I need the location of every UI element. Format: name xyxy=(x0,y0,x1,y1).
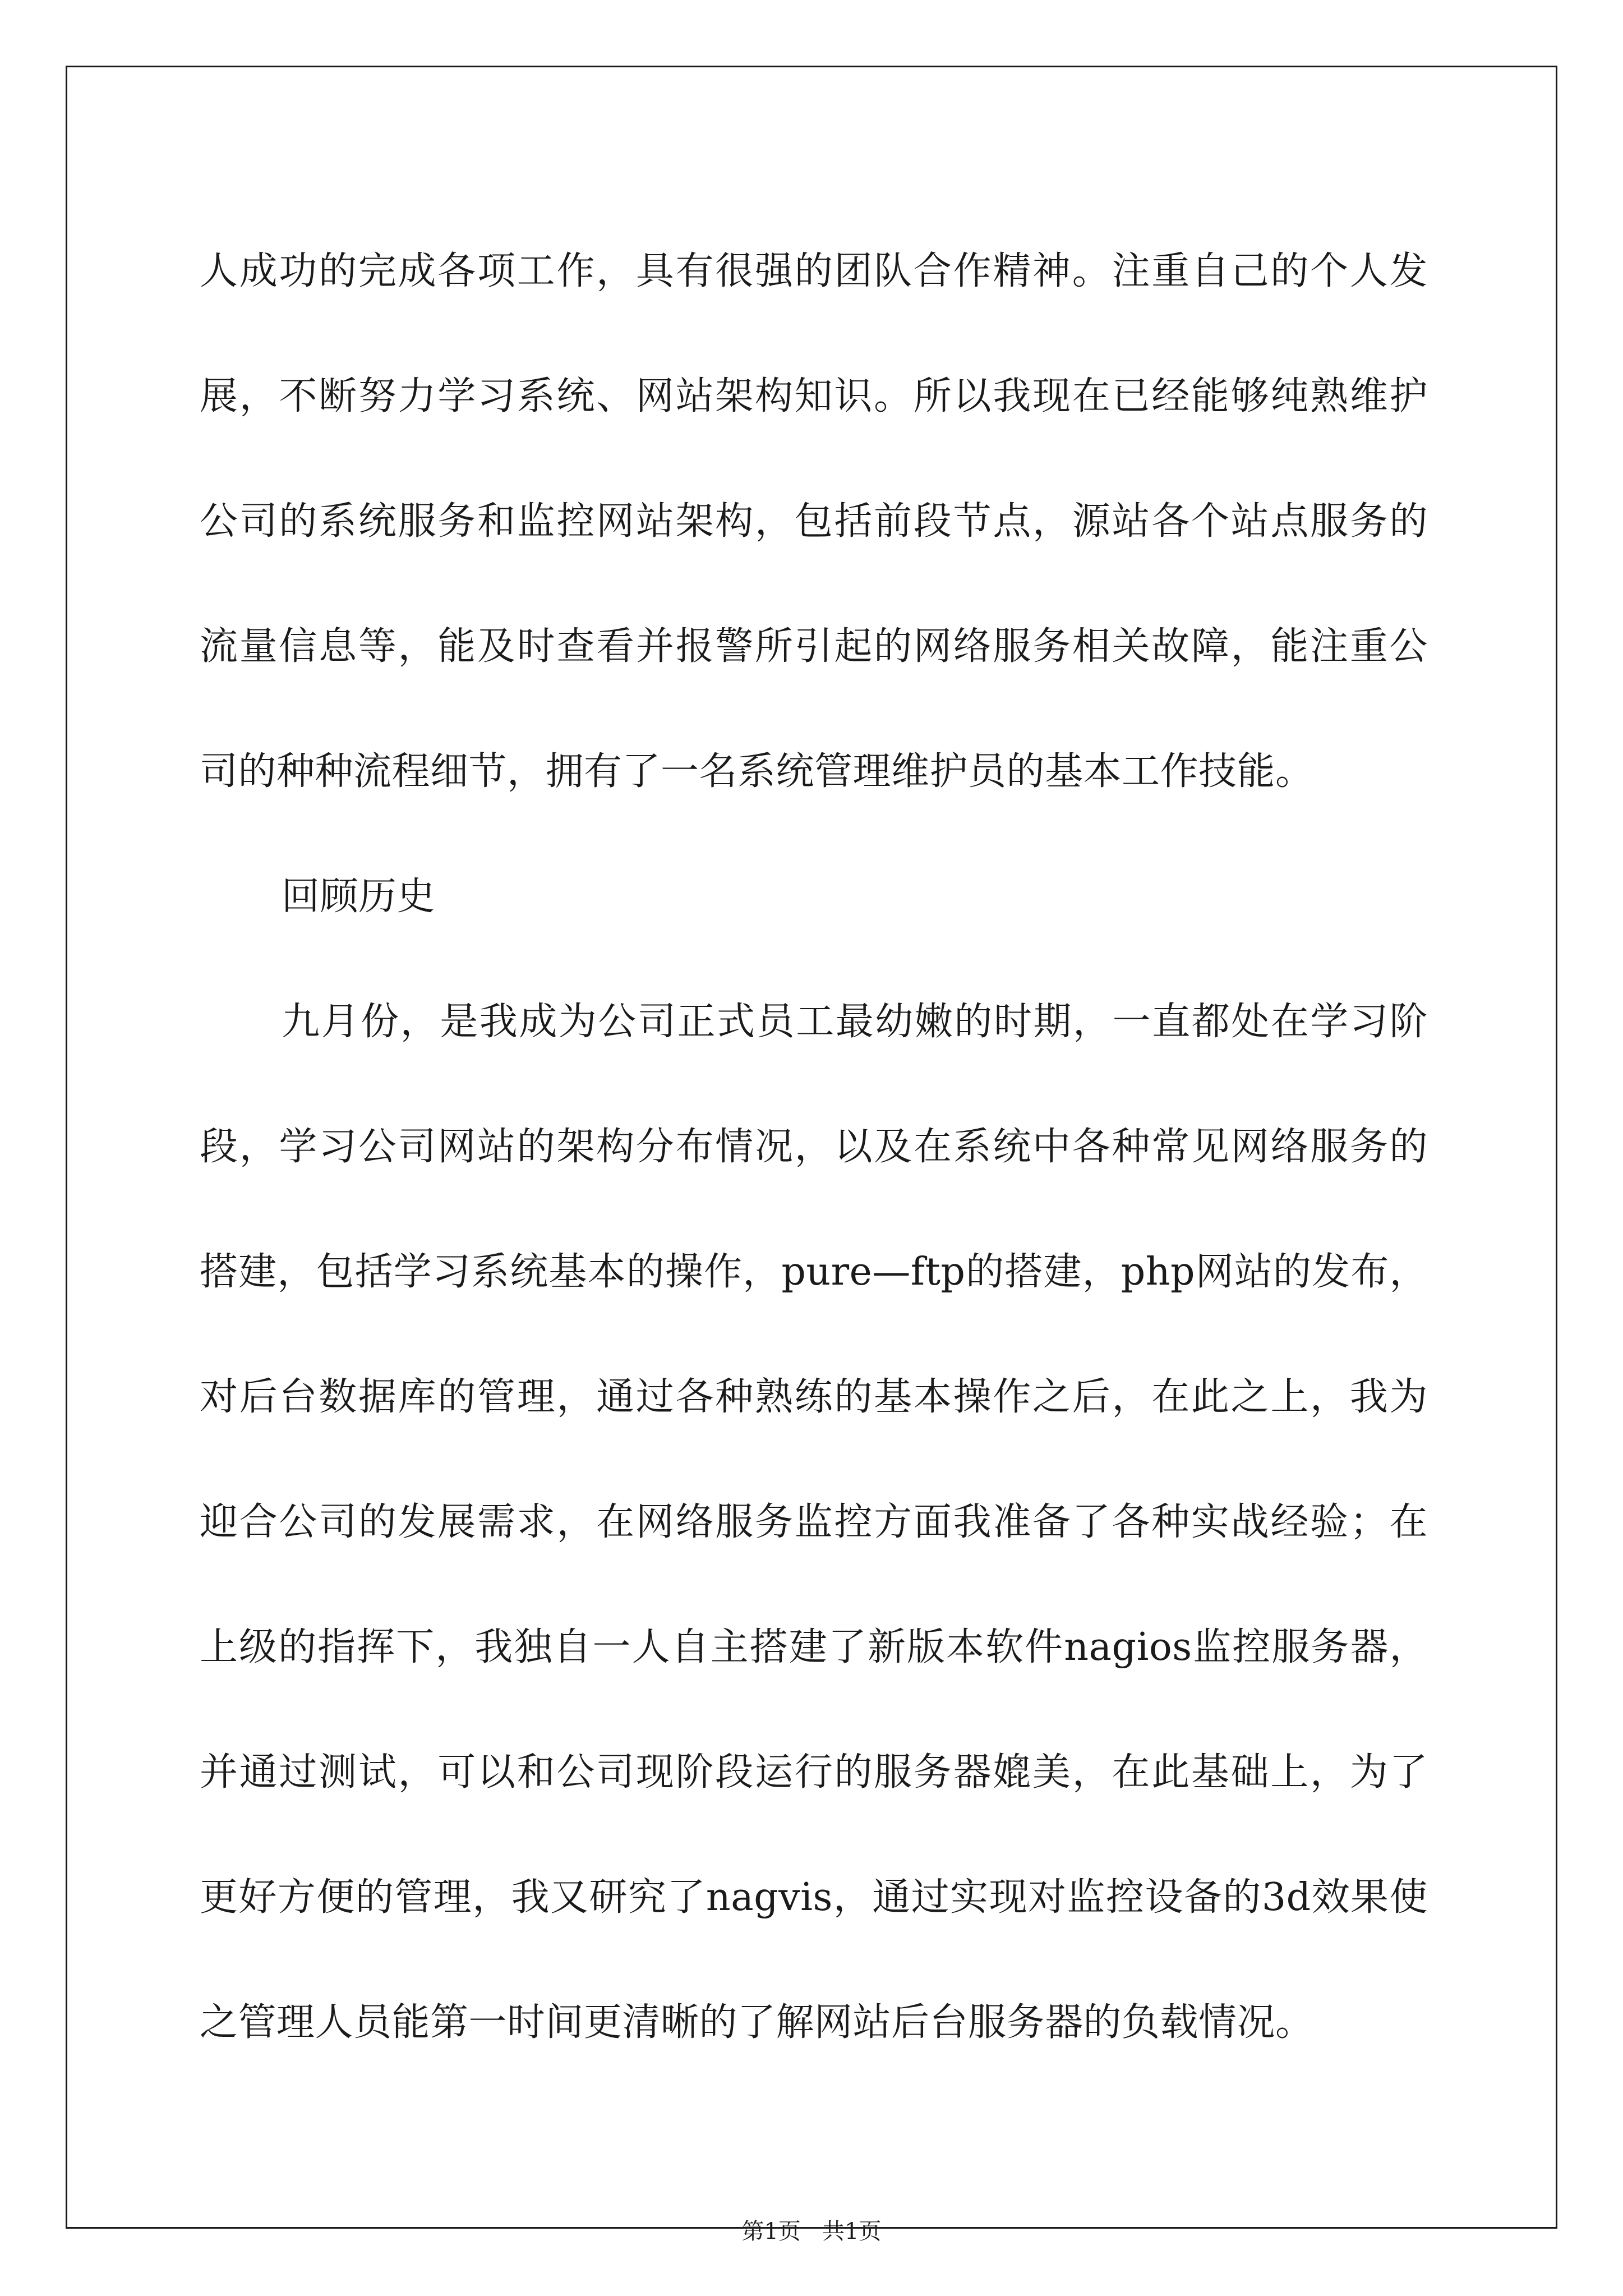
paragraph-work-summary: 人成功的完成各项工作，具有很强的团队合作精神。注重自己的个人发展，不断努力学习系统、网站架构知识。所以我现在已经能够纯熟维护公司的系统服务和监控网站架构，包括前段节点，源站各个站点服务的流量信息等，能及时查看并报警所引起的网络服务相关故障，能注重公司的种种流程细节，拥有了一名系统管理维护员的基本工作技能。 xyxy=(200,249,1428,794)
section-heading-review-history: 回顾历史 xyxy=(282,875,436,919)
document-body xyxy=(200,209,1428,2085)
page-number-label: 第1页 共1页 xyxy=(741,2219,882,2244)
paragraph-september: 九月份，是我成为公司正式员工最幼嫩的时期，一直都处在学习阶段，学习公司网站的架构分布情况，以及在系统中各种常见网络服务的搭建，包括学习系统基本的操作，pure—ftp的搭建，php网站的发布，对后台数据库的管理，通过各种熟练的基本操作之后，在此之上，我为迎合公司的发展需求，在网络服务监控方面我准备了各种实战经验；在上级的指挥下，我独自一人自主搭建了新版本软件nagios监控服务器，并通过测试，可以和公司现阶段运行的服务器媲美，在此基础上，为了更好方便的管理，我又研究了nagvis，通过实现对监控设备的3d效果使之管理人员能第一时间更清晰的了解网站后台服务器的负载情况。 xyxy=(200,1000,1428,2045)
page-footer xyxy=(0,2215,1623,2248)
